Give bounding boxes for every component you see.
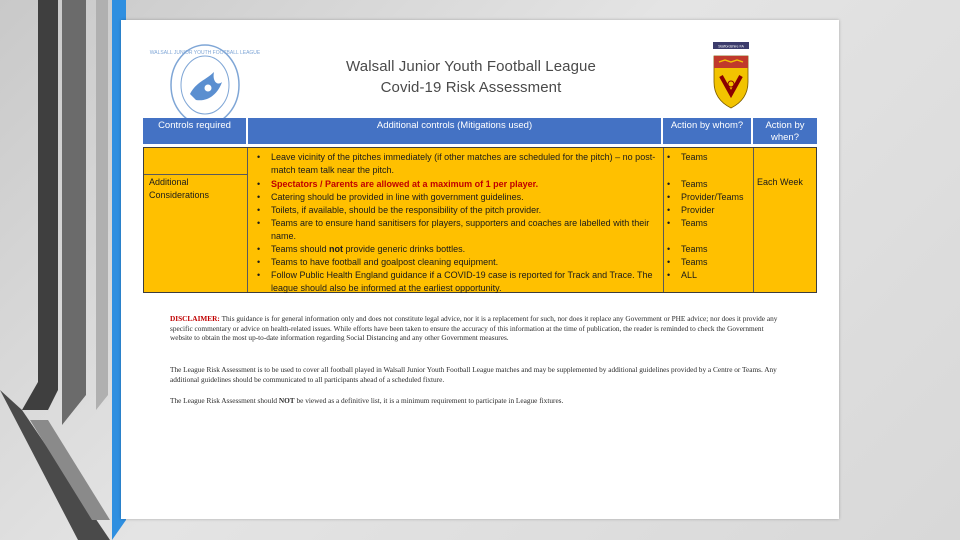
column-header-by-when: Action by when? xyxy=(753,118,817,144)
action-whom-item: • Provider xyxy=(667,205,715,215)
column-divider xyxy=(753,148,754,292)
action-whom-item: • Provider/Teams xyxy=(667,192,744,202)
mitigation-item: • Follow Public Health England guidance if a COVID-19 case is reported for Track and Trace. The league should also be informed at the earliest opportunity. xyxy=(257,270,653,294)
document-slide xyxy=(121,20,839,519)
disclaimer-label: DISCLAIMER: xyxy=(170,314,220,323)
crest-label: Staffordshire FA xyxy=(718,44,744,49)
mitigation-item: • Teams should not provide generic drinks bottles. xyxy=(257,244,466,254)
column-divider xyxy=(663,148,664,292)
column-divider xyxy=(247,148,248,292)
scope-paragraph: The League Risk Assessment is to be used to cover all football played in Walsall Junior Youth Football League matches and may be supplemented by additional guidelines provided by a Centre or Teams. Any additional guidelines should be communicated to all participants ahead of a scheduled fixture. xyxy=(170,365,777,384)
mitigation-item: • Toilets, if available, should be the responsibility of the pitch provider. xyxy=(257,205,542,215)
league-logo xyxy=(149,42,261,128)
action-when: Each Week xyxy=(757,177,803,187)
document-title: Walsall Junior Youth Football League xyxy=(346,58,596,75)
minimum-requirement-paragraph: The League Risk Assessment should NOT be viewed as a definitive list, it is a minimum requirement to participate in League fixtures. xyxy=(170,396,564,405)
column-header-additional-controls: Additional controls (Mitigations used) xyxy=(248,118,661,144)
column-header-controls: Controls required xyxy=(143,118,246,144)
action-whom-item: • ALL xyxy=(667,270,698,280)
disclaimer-paragraph: DISCLAIMER: This guidance is for general information only and does not constitute legal advice, nor it is a replacement for such, nor does it replace any Government or PHE advice; nor does it provide any specific commentary or advice on health-related issues. While efforts have been taken to ensure the accuracy of this information at the time of publication, the reader is reminded to check the Government website to obtain the most up-to-date information regarding Social Distancing and any other Government measures. xyxy=(170,314,778,343)
action-whom-item: • Teams xyxy=(667,218,708,228)
mitigation-item: • Leave vicinity of the pitches immediately (if other matches are scheduled for the pitch) – no post-match team talk near the pitch. xyxy=(257,152,656,176)
action-whom-item: • Teams xyxy=(667,244,708,254)
decorative-stripes xyxy=(0,0,140,540)
risk-table xyxy=(143,147,817,293)
action-whom-item: • Teams xyxy=(667,179,708,189)
control-label: Additional Considerations xyxy=(149,177,210,200)
county-fa-crest xyxy=(711,42,751,130)
document-subtitle: Covid-19 Risk Assessment xyxy=(380,79,562,96)
column-header-by-whom: Action by whom? xyxy=(663,118,751,144)
row-divider xyxy=(144,174,247,175)
league-logo-text: WALSALL JUNIOR YOUTH FOOTBALL LEAGUE xyxy=(149,50,261,56)
mitigation-item: • Teams are to ensure hand sanitisers for players, supporters and coaches are labelled with their name. xyxy=(257,218,650,242)
mitigation-item: • Catering should be provided in line with government guidelines. xyxy=(257,192,524,202)
mitigation-item: • Teams to have football and goalpost cleaning equipment. xyxy=(257,257,499,267)
action-whom-item: • Teams xyxy=(667,152,708,162)
action-whom-item: • Teams xyxy=(667,257,708,267)
mitigation-item: • Spectators / Parents are allowed at a maximum of 1 per player. xyxy=(257,179,539,189)
